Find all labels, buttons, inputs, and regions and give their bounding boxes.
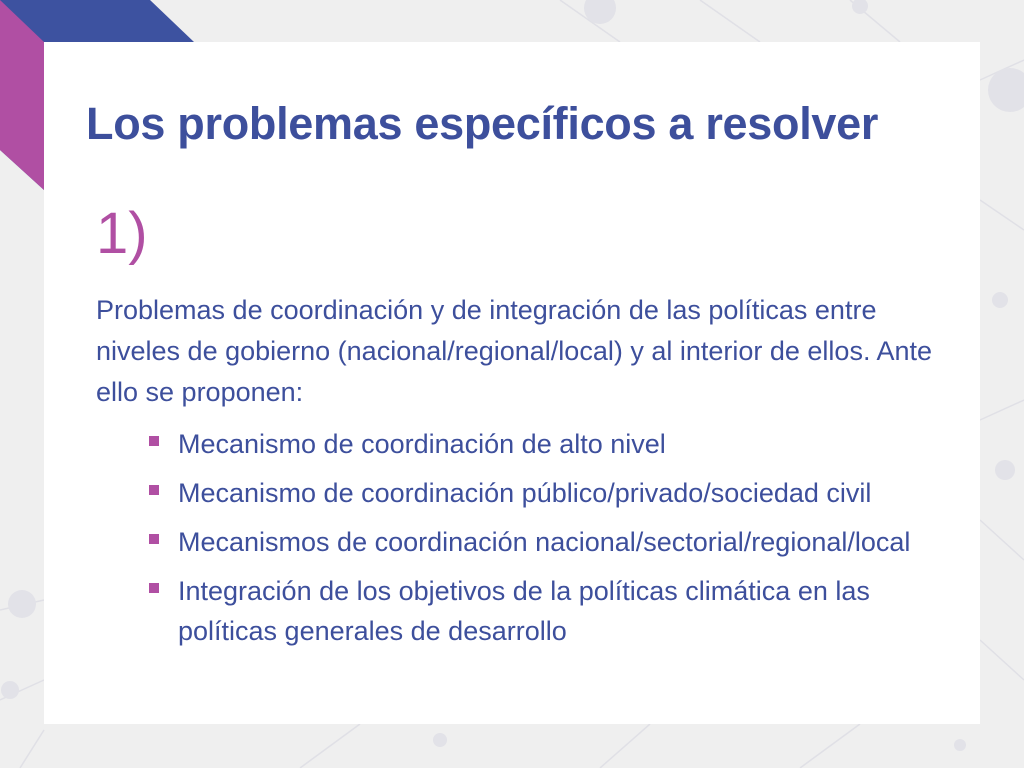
item-number: 1) (96, 201, 148, 266)
square-bullet-icon (149, 436, 159, 446)
bullet-text: Mecanismos de coordinación nacional/sectorial/regional/local (178, 527, 911, 557)
square-bullet-icon (149, 485, 159, 495)
slide-title: Los problemas específicos a resolver (86, 98, 879, 149)
bullet-item-1 (146, 424, 956, 464)
bullet-text: Mecanismo de coordinación público/privado/sociedad civil (178, 478, 872, 508)
bullet-text: Mecanismo de coordinación de alto nivel (178, 429, 666, 459)
intro-paragraph: Problemas de coordinación y de integración de las políticas entre niveles de gobierno (nacional/regional/local) y al interior de ellos. Ante ello se proponen: (96, 295, 932, 407)
square-bullet-icon (149, 583, 159, 593)
bullet-text: Integración de los objetivos de la políticas climática en las políticas generales de desarrollo (178, 576, 870, 646)
bullet-item-4 (146, 571, 956, 651)
bullet-item-2 (146, 473, 956, 513)
bullet-list (146, 424, 956, 660)
square-bullet-icon (149, 534, 159, 544)
bullet-item-3 (146, 522, 956, 562)
